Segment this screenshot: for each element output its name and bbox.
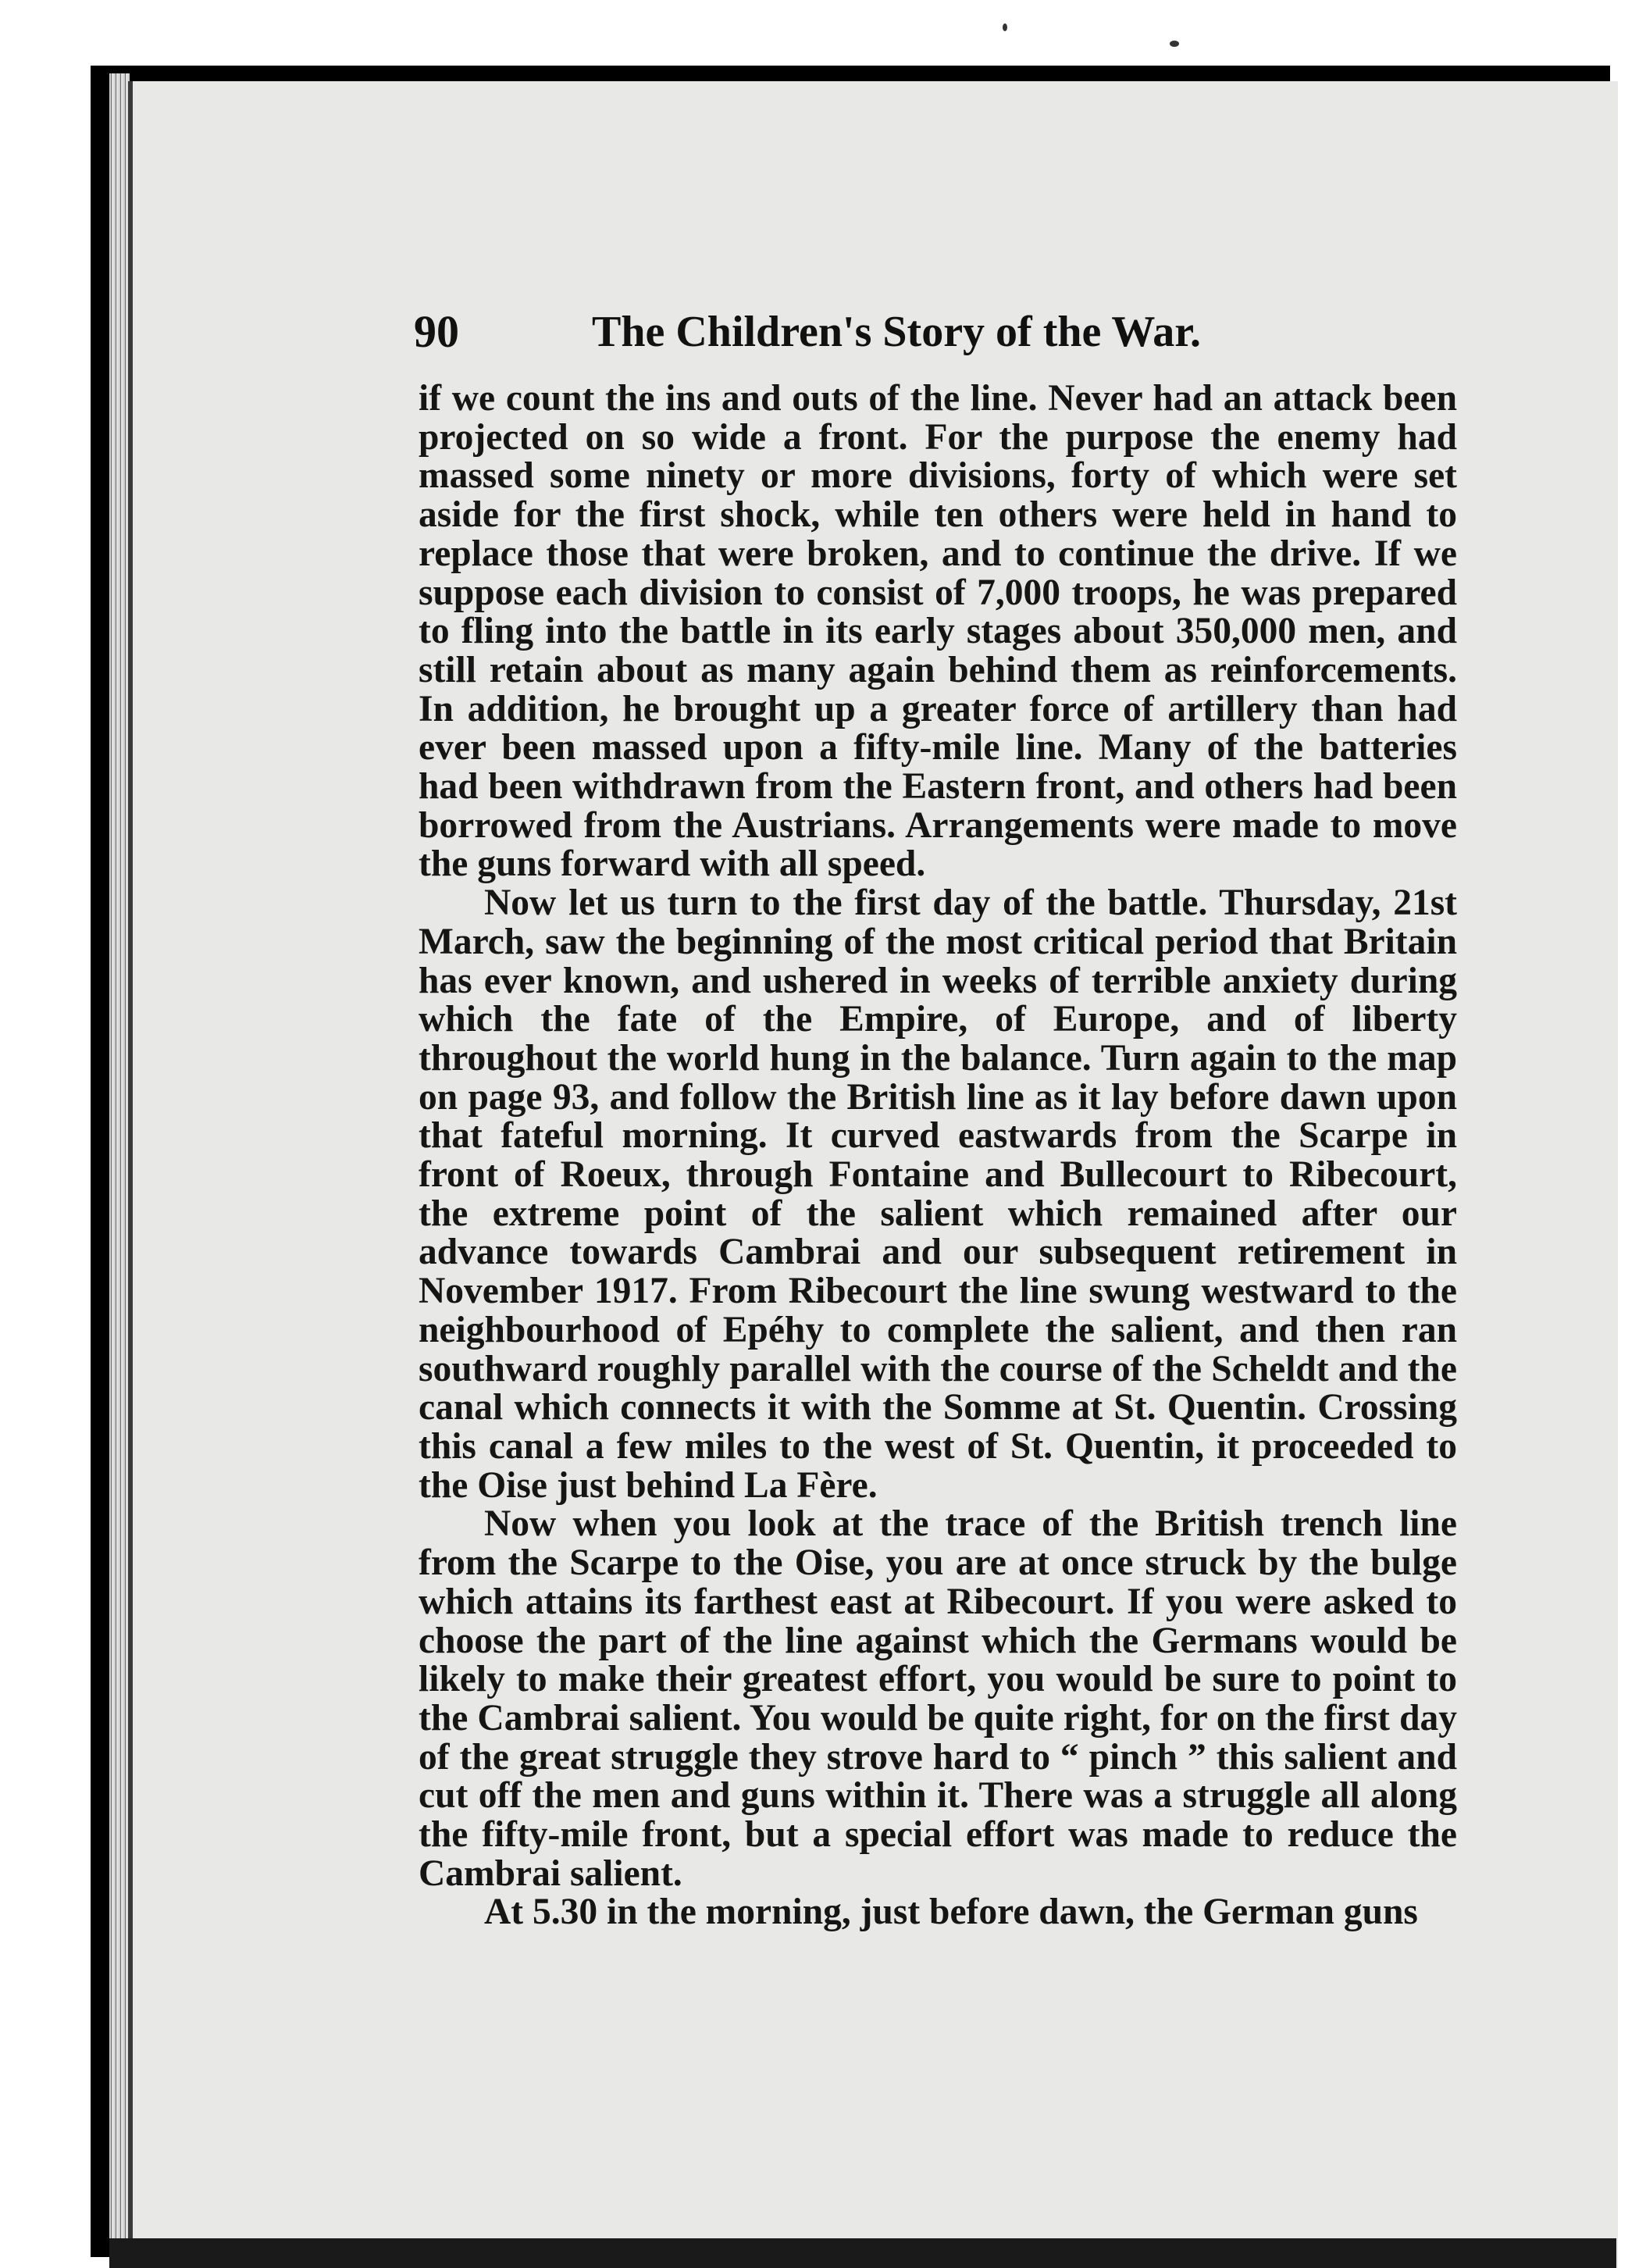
page-header xyxy=(414,297,1460,367)
paragraph: if we count the ins and outs of the line. Never had an attack been projected on so wide a front. For the purpose the enemy had massed some ninety or more divisions, forty of which were set aside for the first shock, while ten others were held in hand to replace those that were broken, and to continue the drive. If we suppose each division to consist of 7,000 troops, he was prepared to fling into the battle in its early stages about 350,000 men, and still retain about as many again behind them as reinforcements. In addition, he brought up a greater force of artillery than had ever been massed upon a fifty-mile line. Many of the batteries had been withdrawn from the Eastern front, and others had been borrowed from the Austrians. Arrangements were made to move the guns forward with all speed. xyxy=(419,378,1457,885)
body-text xyxy=(419,380,1457,1932)
paragraph: Now when you look at the trace of the British trench line from the Scarpe to the Oise, you are at once struck by the bulge which attains its farthest east at Ribecourt. If you were asked to choose the part of the line against which the Germans would be likely to make their greatest effort, you would be sure to point to the Cambrai salient. You would be quite right, for on the first day of the great struggle they strove hard to “ pinch ” this salient and cut off the men and guns within it. There was a struggle all along the fifty-mile front, but a special effort was made to reduce the Cambrai salient. xyxy=(419,1503,1457,1894)
paragraph: Now let us turn to the first day of the battle. Thursday, 21st March, saw the beginning of the most critical period that Britain has ever known, and ushered in weeks of terrible anxiety during which the fate of the Empire, of Europe, and of liberty throughout the world hung in the balance. Turn again to the map on page 93, and follow the British line as it lay before dawn upon that fateful morning. It curved eastwards from the Scarpe in front of Roeux, through Fontaine and Bullecourt to Ribecourt, the extreme point of the salient which remained after our advance towards Cambrai and our subsequent retirement in November 1917. From Ribecourt the line swung westward to the neighbourhood of Epéhy to complete the salient, and then ran southward roughly parallel with the course of the Scheldt and the canal which connects it with the Somme at St. Quentin. Crossing this canal a few miles to the west of St. Quentin, it proceeded to the Oise just behind La Fère. xyxy=(419,883,1457,1506)
paragraph: At 5.30 in the morning, just before dawn, the German guns xyxy=(484,1892,1418,1933)
scan-bottom-edge xyxy=(109,2238,1616,2268)
page-edge-lines xyxy=(109,73,130,2260)
scan-speck xyxy=(1003,23,1007,31)
page-number: 90 xyxy=(414,306,459,357)
running-title: The Children's Story of the War. xyxy=(592,308,1201,356)
scan-speck xyxy=(1170,41,1179,47)
